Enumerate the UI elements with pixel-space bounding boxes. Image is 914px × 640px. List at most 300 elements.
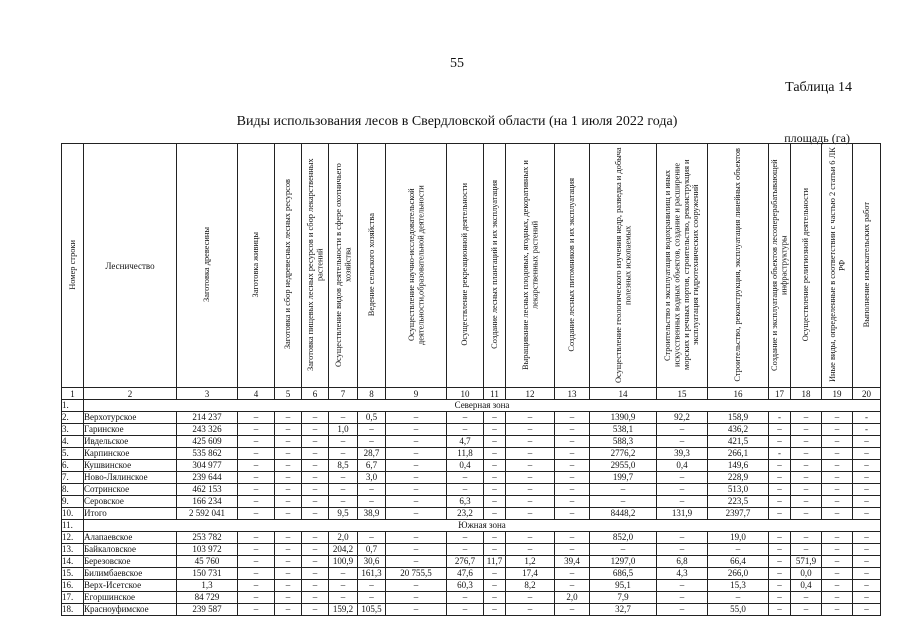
table-cell: 20 755,5 <box>386 568 447 580</box>
column-header <box>590 144 657 388</box>
table-cell: – <box>484 412 506 424</box>
table-cell: – <box>484 580 506 592</box>
table-cell: – <box>506 484 555 496</box>
row-number: 12. <box>62 532 84 544</box>
column-header <box>769 144 791 388</box>
table-cell: – <box>238 424 275 436</box>
table-cell: – <box>822 568 853 580</box>
table-cell: 1,0 <box>329 424 358 436</box>
table-cell: – <box>275 484 302 496</box>
table-cell: – <box>238 568 275 580</box>
table-cell: – <box>275 532 302 544</box>
table-row <box>62 472 881 484</box>
table-cell: – <box>657 484 708 496</box>
table-row <box>62 568 881 580</box>
column-number: 5 <box>275 388 302 400</box>
table-cell: – <box>275 412 302 424</box>
table-cell: – <box>275 556 302 568</box>
table-cell: – <box>791 448 822 460</box>
table-cell: – <box>238 412 275 424</box>
table-cell: – <box>386 556 447 568</box>
table-cell: – <box>822 484 853 496</box>
table-cell: – <box>358 484 386 496</box>
table-cell: – <box>853 544 881 556</box>
column-header-label: Строительство, реконструкция, эксплуатация линейных объектов <box>733 147 743 382</box>
table-cell: – <box>386 532 447 544</box>
table-cell: – <box>853 496 881 508</box>
table-cell: 204,2 <box>329 544 358 556</box>
zone-row <box>62 400 881 412</box>
table-cell: – <box>484 532 506 544</box>
table-cell: – <box>769 544 791 556</box>
table-cell: – <box>555 412 590 424</box>
table-cell: 15,3 <box>708 580 769 592</box>
table-cell: 276,7 <box>447 556 484 568</box>
table-cell: – <box>769 424 791 436</box>
table-cell: – <box>822 532 853 544</box>
column-header-label: Осуществление рекреационной деятельности <box>460 183 470 346</box>
table-cell: 8,2 <box>506 580 555 592</box>
table-cell: – <box>791 436 822 448</box>
row-number: 13. <box>62 544 84 556</box>
table-cell: – <box>329 448 358 460</box>
table-cell: – <box>484 460 506 472</box>
column-header <box>275 144 302 388</box>
table-cell: – <box>447 484 484 496</box>
table-cell: – <box>791 496 822 508</box>
forestry-name: Ивдельское <box>84 436 177 448</box>
table-cell: – <box>275 424 302 436</box>
table-cell: – <box>555 508 590 520</box>
table-cell: 159,2 <box>329 604 358 616</box>
forestry-name: Сотринское <box>84 484 177 496</box>
table-cell: 571,9 <box>791 556 822 568</box>
table-cell: – <box>506 532 555 544</box>
table-cell: – <box>506 412 555 424</box>
table-cell: 166 234 <box>177 496 238 508</box>
table-cell: – <box>275 568 302 580</box>
table-cell: – <box>447 544 484 556</box>
column-header <box>506 144 555 388</box>
table-cell: – <box>853 532 881 544</box>
table-cell: – <box>822 508 853 520</box>
column-number: 13 <box>555 388 590 400</box>
column-number: 11 <box>484 388 506 400</box>
table-cell: 2,0 <box>329 532 358 544</box>
table-cell: 38,9 <box>358 508 386 520</box>
table-cell: 3,0 <box>358 472 386 484</box>
table-number: Таблица 14 <box>785 80 852 95</box>
column-number: 7 <box>329 388 358 400</box>
table-row <box>62 484 881 496</box>
table-cell: – <box>590 544 657 556</box>
table-cell: 538,1 <box>590 424 657 436</box>
table-cell: – <box>238 460 275 472</box>
column-number: 8 <box>358 388 386 400</box>
table-cell: 19,0 <box>708 532 769 544</box>
table-cell: 1390,9 <box>590 412 657 424</box>
table-cell: – <box>791 412 822 424</box>
forestry-name: Ново-Лялинское <box>84 472 177 484</box>
column-number: 20 <box>853 388 881 400</box>
table-cell: – <box>853 508 881 520</box>
table-cell: – <box>822 412 853 424</box>
table-cell: – <box>329 580 358 592</box>
column-number: 14 <box>590 388 657 400</box>
table-cell: 11,7 <box>484 556 506 568</box>
column-header-label: Осуществление видов деятельности в сфере охотничьего хозяйства <box>333 162 352 367</box>
forestry-name: Верхотурское <box>84 412 177 424</box>
column-header-label: Ведение сельского хозяйства <box>366 212 376 317</box>
table-cell: – <box>506 472 555 484</box>
table-cell: 55,0 <box>708 604 769 616</box>
column-header <box>62 144 84 388</box>
table-cell: – <box>822 448 853 460</box>
column-header <box>853 144 881 388</box>
table-cell: – <box>769 436 791 448</box>
table-cell: – <box>386 436 447 448</box>
table-cell: 6,3 <box>447 496 484 508</box>
table-cell: 84 729 <box>177 592 238 604</box>
table-cell: – <box>853 568 881 580</box>
table-cell: - <box>853 412 881 424</box>
column-header <box>657 144 708 388</box>
table-cell: 0,0 <box>791 568 822 580</box>
forestry-name: Егоршинское <box>84 592 177 604</box>
table-cell: – <box>386 460 447 472</box>
forestry-name: Березовское <box>84 556 177 568</box>
table-row <box>62 532 881 544</box>
table-cell: 253 782 <box>177 532 238 544</box>
table-cell: 304 977 <box>177 460 238 472</box>
table-cell: – <box>238 604 275 616</box>
row-number: 6. <box>62 460 84 472</box>
table-cell: – <box>769 556 791 568</box>
table-cell: – <box>302 460 329 472</box>
table-cell: 0,5 <box>358 412 386 424</box>
table-cell: – <box>238 556 275 568</box>
table-cell: – <box>506 496 555 508</box>
table-cell: – <box>484 472 506 484</box>
table-row <box>62 508 881 520</box>
table-cell: – <box>302 568 329 580</box>
table-cell: 686,5 <box>590 568 657 580</box>
table-cell: 588,3 <box>590 436 657 448</box>
table-cell: – <box>506 592 555 604</box>
table-cell: – <box>791 472 822 484</box>
table-cell: 2776,2 <box>590 448 657 460</box>
column-header-label: Заготовка древесины <box>202 227 212 302</box>
table-cell: – <box>302 484 329 496</box>
column-number: 17 <box>769 388 791 400</box>
table-cell: 149,6 <box>708 460 769 472</box>
table-cell: – <box>275 508 302 520</box>
table-cell: – <box>822 592 853 604</box>
table-cell: – <box>555 472 590 484</box>
table-cell: – <box>275 448 302 460</box>
table-cell: – <box>238 580 275 592</box>
table-cell: 9,5 <box>329 508 358 520</box>
row-number: 4. <box>62 436 84 448</box>
table-cell: – <box>822 472 853 484</box>
table-cell: – <box>358 436 386 448</box>
table-cell: – <box>769 460 791 472</box>
table-cell: – <box>791 424 822 436</box>
table-cell: – <box>447 472 484 484</box>
table-cell: 266,0 <box>708 568 769 580</box>
table-cell: 421,5 <box>708 436 769 448</box>
table-cell: – <box>275 460 302 472</box>
table-cell: 462 153 <box>177 484 238 496</box>
table-cell: – <box>238 592 275 604</box>
table-cell: 223,5 <box>708 496 769 508</box>
table-cell: 161,3 <box>358 568 386 580</box>
table-cell: – <box>822 424 853 436</box>
column-number: 9 <box>386 388 447 400</box>
table-cell: – <box>238 508 275 520</box>
table-cell: 436,2 <box>708 424 769 436</box>
table-cell: – <box>386 412 447 424</box>
column-header-label: Выполнение изыскательских работ <box>861 201 871 328</box>
table-cell: – <box>853 484 881 496</box>
table-row <box>62 412 881 424</box>
column-header <box>84 144 177 388</box>
table-cell: – <box>302 532 329 544</box>
table-cell: – <box>791 460 822 472</box>
column-header <box>238 144 275 388</box>
zone-label: Южная зона <box>84 520 881 532</box>
table-cell: – <box>302 592 329 604</box>
table-cell: – <box>386 484 447 496</box>
unit-label: площадь (га) <box>784 131 850 145</box>
table-cell: – <box>484 592 506 604</box>
table-cell: – <box>484 448 506 460</box>
table-cell: – <box>769 496 791 508</box>
table-cell: 2397,7 <box>708 508 769 520</box>
column-header-label: Выращивание лесных плодовых, ягодных, декоративных и лекарственных растений <box>520 159 539 370</box>
table-cell: 1297,0 <box>590 556 657 568</box>
column-header-label: Создание лесных питомников и их эксплуатация <box>567 177 577 352</box>
forestry-name: Красноуфимское <box>84 604 177 616</box>
table-body <box>62 400 881 616</box>
table-cell: – <box>386 604 447 616</box>
table-cell: – <box>238 532 275 544</box>
table-cell: 8,5 <box>329 460 358 472</box>
table-cell: – <box>506 460 555 472</box>
table-cell: – <box>302 580 329 592</box>
row-number: 9. <box>62 496 84 508</box>
column-number: 15 <box>657 388 708 400</box>
table-cell: – <box>484 508 506 520</box>
table-cell: – <box>708 592 769 604</box>
table-cell: – <box>358 592 386 604</box>
table-row <box>62 448 881 460</box>
table-cell: – <box>302 448 329 460</box>
table-cell: 4,3 <box>657 568 708 580</box>
table-cell: 228,9 <box>708 472 769 484</box>
table-cell: 7,9 <box>590 592 657 604</box>
table-cell: 60,3 <box>447 580 484 592</box>
table-cell: – <box>769 472 791 484</box>
table-cell: – <box>484 544 506 556</box>
table-cell: – <box>657 472 708 484</box>
table-cell: – <box>484 496 506 508</box>
table-cell: – <box>302 508 329 520</box>
column-header <box>822 144 853 388</box>
row-number: 11. <box>62 520 84 532</box>
column-header-label: Строительство и эксплуатация водохранилищ и иных искусственных водных объектов, создание и расширение морских и речных портов, строительство, реконструкция и эксплуатация гидротехнических сооружений <box>663 159 701 370</box>
table-cell: 8448,2 <box>590 508 657 520</box>
table-row <box>62 460 881 472</box>
table-cell: 6,8 <box>657 556 708 568</box>
table-cell: 852,0 <box>590 532 657 544</box>
table-cell: – <box>484 424 506 436</box>
column-header-label: Создание лесных плантаций и их эксплуатация <box>489 180 499 349</box>
table-cell: – <box>447 424 484 436</box>
table-cell: – <box>555 532 590 544</box>
table-cell: – <box>275 604 302 616</box>
column-header <box>386 144 447 388</box>
table-cell: – <box>555 568 590 580</box>
column-header <box>329 144 358 388</box>
table-cell: – <box>555 484 590 496</box>
forestry-name: Карпинское <box>84 448 177 460</box>
header-row <box>62 144 881 388</box>
table-cell: – <box>506 544 555 556</box>
table-cell: – <box>386 544 447 556</box>
table-cell: – <box>484 604 506 616</box>
column-number: 2 <box>84 388 177 400</box>
table-cell: – <box>386 448 447 460</box>
zone-label: Северная зона <box>84 400 881 412</box>
table-cell: – <box>853 472 881 484</box>
table-cell: 513,0 <box>708 484 769 496</box>
table-cell: – <box>506 448 555 460</box>
table-cell: – <box>769 592 791 604</box>
column-number: 19 <box>822 388 853 400</box>
table-cell: – <box>769 508 791 520</box>
column-number: 12 <box>506 388 555 400</box>
table-cell: – <box>853 604 881 616</box>
table-row <box>62 424 881 436</box>
table-cell: – <box>853 592 881 604</box>
column-number: 6 <box>302 388 329 400</box>
row-number: 7. <box>62 472 84 484</box>
table-cell: 2,0 <box>555 592 590 604</box>
table-cell: 28,7 <box>358 448 386 460</box>
table-cell: 39,4 <box>555 556 590 568</box>
table-cell: 239 644 <box>177 472 238 484</box>
table-cell: – <box>853 580 881 592</box>
table-cell: – <box>238 484 275 496</box>
table-cell: – <box>302 424 329 436</box>
table-cell: – <box>484 484 506 496</box>
table-cell: – <box>302 556 329 568</box>
table-cell: - <box>769 448 791 460</box>
table-cell: – <box>822 460 853 472</box>
row-number: 2. <box>62 412 84 424</box>
column-header-label: Осуществление геологического изучения недр, разведка и добыча полезных ископаемых <box>613 146 632 383</box>
table-cell: – <box>275 496 302 508</box>
table-row <box>62 436 881 448</box>
table-cell: – <box>358 424 386 436</box>
row-number: 10. <box>62 508 84 520</box>
table-cell: 199,7 <box>590 472 657 484</box>
table-cell: – <box>329 472 358 484</box>
column-header <box>791 144 822 388</box>
table-cell: – <box>238 448 275 460</box>
table-cell: – <box>555 496 590 508</box>
table-cell: – <box>822 436 853 448</box>
column-header <box>708 144 769 388</box>
row-number: 1. <box>62 400 84 412</box>
table-cell: – <box>275 580 302 592</box>
table-cell: – <box>822 604 853 616</box>
table-row <box>62 556 881 568</box>
column-number: 1 <box>62 388 84 400</box>
table-cell: - <box>853 424 881 436</box>
forestry-name: Алапаевское <box>84 532 177 544</box>
column-header-label: Заготовка живицы <box>251 231 261 298</box>
table-cell: 150 731 <box>177 568 238 580</box>
table-cell: – <box>657 436 708 448</box>
table-cell: 131,9 <box>657 508 708 520</box>
table-cell: – <box>769 580 791 592</box>
row-number: 16. <box>62 580 84 592</box>
table-cell: – <box>657 424 708 436</box>
row-number: 15. <box>62 568 84 580</box>
table-cell: – <box>555 424 590 436</box>
column-header <box>302 144 329 388</box>
table-cell: 39,3 <box>657 448 708 460</box>
table-cell: – <box>386 580 447 592</box>
table-cell: – <box>506 508 555 520</box>
table-cell: 2955,0 <box>590 460 657 472</box>
table-cell: 2 592 041 <box>177 508 238 520</box>
table-cell: – <box>302 436 329 448</box>
forest-use-table <box>61 143 881 616</box>
table-cell: 425 609 <box>177 436 238 448</box>
table-cell: 6,7 <box>358 460 386 472</box>
table-cell: 0,4 <box>447 460 484 472</box>
table-cell: – <box>769 532 791 544</box>
table-row <box>62 604 881 616</box>
table-cell: – <box>791 592 822 604</box>
table-cell: – <box>484 436 506 448</box>
forestry-name: Итого <box>84 508 177 520</box>
table-cell: – <box>329 436 358 448</box>
table-cell: – <box>590 496 657 508</box>
forestry-name: Серовское <box>84 496 177 508</box>
table-cell: – <box>506 604 555 616</box>
row-number: 5. <box>62 448 84 460</box>
table-cell: 266,1 <box>708 448 769 460</box>
table-cell: – <box>657 532 708 544</box>
table-cell: – <box>302 472 329 484</box>
table-cell: – <box>822 556 853 568</box>
table-cell: – <box>447 604 484 616</box>
table-cell: – <box>555 580 590 592</box>
table-cell: 535 862 <box>177 448 238 460</box>
table-cell: 158,9 <box>708 412 769 424</box>
forestry-name: Байкаловское <box>84 544 177 556</box>
table-cell: – <box>275 592 302 604</box>
table-cell: – <box>853 556 881 568</box>
table-cell: – <box>302 604 329 616</box>
table-cell: 23,2 <box>447 508 484 520</box>
row-number: 17. <box>62 592 84 604</box>
table-cell: – <box>791 508 822 520</box>
